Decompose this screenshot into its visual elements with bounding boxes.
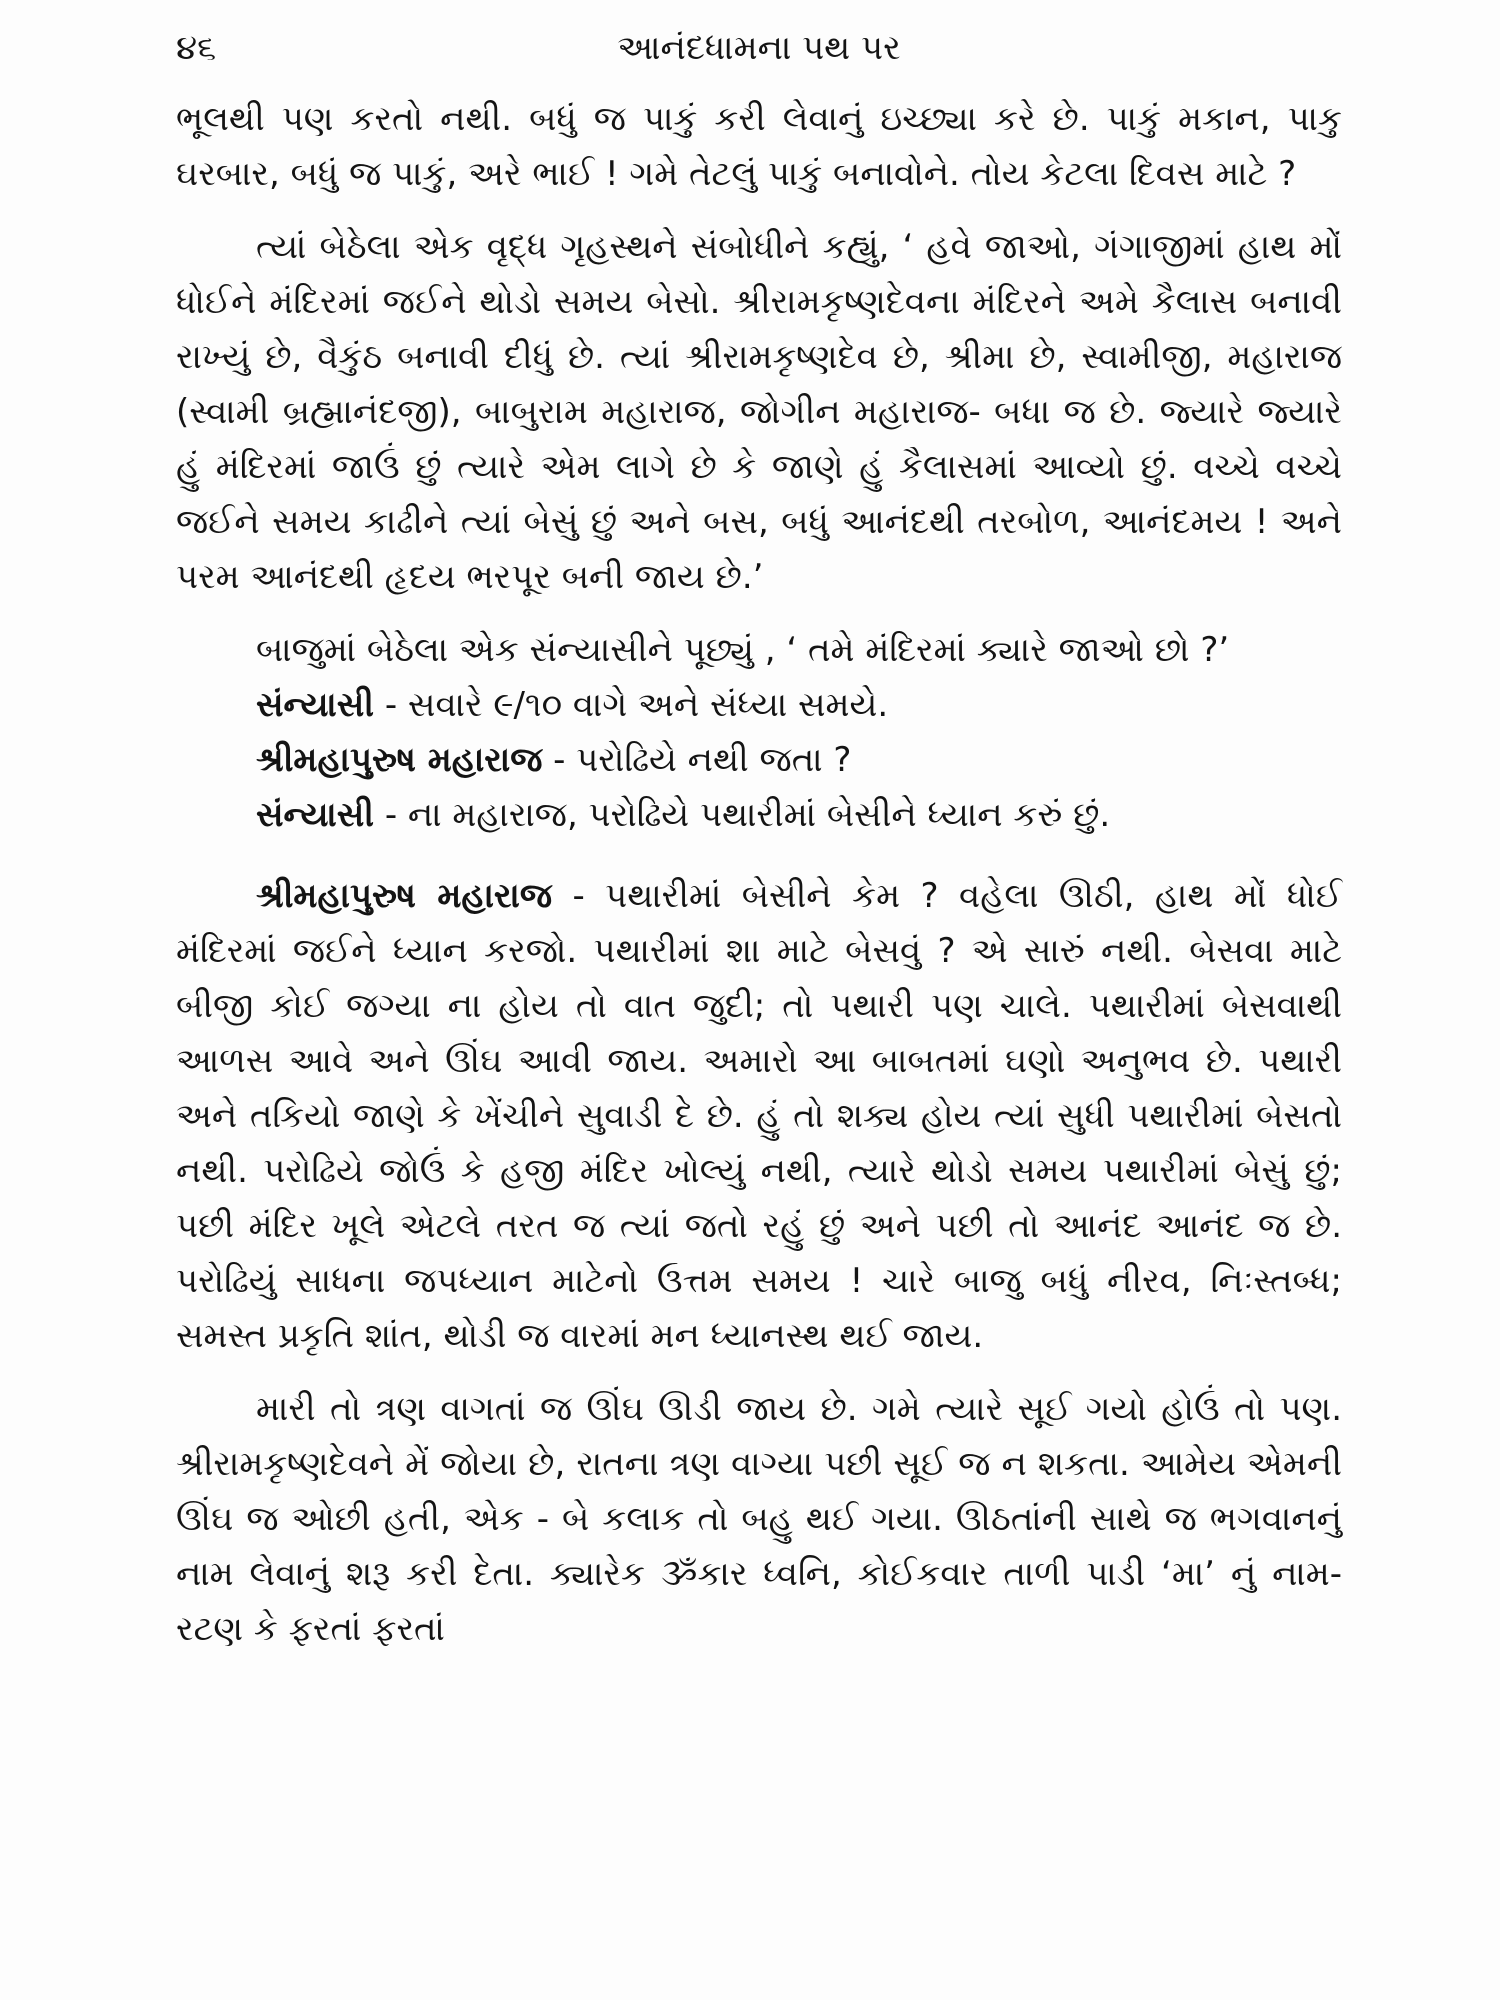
paragraph-4: મારી તો ત્રણ વાગતાં જ ઊંઘ ઊડી જાય છે. ગમે ત્યારે સૂઈ ગયો હોઉં તો પણ. શ્રીરામકૃષ્ણદેવને મેં જોયા છે, રાતના ત્રણ વાગ્યા પછી સૂઈ જ ન શકતા. આમેય એમની ઊંઘ જ ઓછી હતી, એક - બે કલાક તો બહુ થઈ ગયા. ઊઠતાંની સાથે જ ભગવાનનું નામ લેવાનું શરૂ કરી દેતા. ક્યારેક ૐકાર ધ્વનિ, કોઈકવાર તાળી પાડી ‘મા’ નું નામ- રટણ કે ફરતાં ફરતાં [176, 1389, 1342, 1649]
speaker-name: શ્રીમહાપુરુષ મહારાજ [256, 876, 552, 916]
dialogue-text: - પરોઢિયે નથી જતા ? [542, 740, 852, 780]
running-title: આનંદધામના પથ પર [617, 28, 901, 68]
paragraph-2: ત્યાં બેઠેલા એક વૃદ્ધ ગૃહસ્થને સંબોધીને કહ્યું, ‘ હવે જાઓ, ગંગાજીમાં હાથ મોં ધોઈને મંદિરમાં જઈને થોડો સમય બેસો. શ્રીરામકૃષ્ણદેવના મંદિરને અમે કૈલાસ બનાવી રાખ્યું છે, વૈકુંઠ બનાવી દીધું છે. ત્યાં શ્રીરામકૃષ્ણદેવ છે, શ્રીમા છે, સ્વામીજી, મહારાજ (સ્વામી બ્રહ્માનંદજી), બાબુરામ મહારાજ, જોગીન મહારાજ- બધા જ છે. જ્યારે જ્યારે હું મંદિરમાં જાઉં છું ત્યારે એમ લાગે છે કે જાણે હું કૈલાસમાં આવ્યો છું. વચ્ચે વચ્ચે જઈને સમય કાઢીને ત્યાં બેસું છું અને બસ, બધું આનંદથી તરબોળ, આનંદમય ! અને પરમ આનંદથી હૃદય ભરપૂર બની જાય છે.’ [176, 227, 1342, 597]
paragraph-1: ભૂલથી પણ કરતો નથી. બધું જ પાકું કરી લેવાનું ઇચ્છ્યા કરે છે. પાકું મકાન, પાકુ ઘરબાર, બધું જ પાકું, અરે ભાઈ ! ગમે તેટલું પાકું બનાવોને. તોય કેટલા દિવસ માટે ? [176, 99, 1342, 194]
speaker-name: સંન્યાસી [256, 685, 375, 725]
dialogue-text: - પથારીમાં બેસીને કેમ ? વહેલા ઊઠી, હાથ મોં ધોઈ મંદિરમાં જઈને ધ્યાન કરજો. પથારીમાં શા માટે બેસવું ? એ સારું નથી. બેસવા માટે બીજી કોઈ જગ્યા ના હોય તો વાત જુદી; તો પથારી પણ ચાલે. પથારીમાં બેસવાથી આળસ આવે અને ઊંઘ આવી જાય. અમારો આ બાબતમાં ઘણો અનુભવ છે. પથારી અને તકિયો જાણે કે ખેંચીને સુવાડી દે છે. હું તો શક્ય હોય ત્યાં સુધી પથારીમાં બેસતો નથી. પરોઢિયે જોઉં કે હજી મંદિર ખોલ્યું નથી, ત્યારે થોડો સમય પથારીમાં બેસું છું; પછી મંદિર ખૂલે એટલે તરત જ ત્યાં જતો રહું છું અને પછી તો આનંદ આનંદ જ છે. પરોઢિયું સાધના જપધ્યાન માટેનો ઉત્તમ સમય ! ચારે બાજુ બધું નીરવ, નિઃસ્તબ્ધ; સમસ્ત પ્રકૃતિ શાંત, થોડી જ વારમાં મન ધ્યાનસ્થ થઈ જાય. [176, 876, 1342, 1356]
paragraph-3: બાજુમાં બેઠેલા એક સંન્યાસીને પૂછ્યું , ‘ તમે મંદિરમાં ક્યારે જાઓ છો ?’ [256, 630, 1230, 670]
dialogue-line-3 [176, 788, 1342, 843]
dialogue-line-1 [176, 678, 1342, 733]
dialogue-text: - ના મહારાજ, પરોઢિયે પથારીમાં બેસીને ધ્યાન કરું છું. [374, 795, 1111, 835]
speaker-name: શ્રીમહાપુરુષ મહારાજ [256, 740, 543, 780]
dialogue-line-4 [176, 869, 1342, 1364]
dialogue-text: - સવારે ૯/૧૦ વાગે અને સંધ્યા સમયે. [374, 685, 889, 725]
speaker-name: સંન્યાસી [256, 795, 375, 835]
page-header [176, 24, 1342, 72]
dialogue-line-2 [176, 733, 1342, 788]
page-number: ૪૬ [176, 28, 217, 68]
body-text [176, 92, 1342, 1657]
